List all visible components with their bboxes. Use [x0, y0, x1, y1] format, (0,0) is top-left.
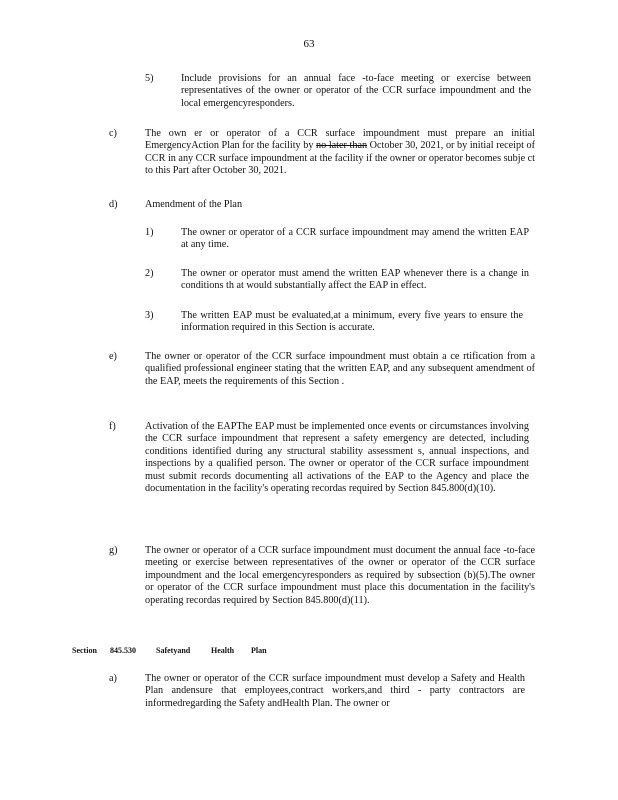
- section-word: Section: [72, 646, 97, 655]
- item-heading: Amendment of the Plan: [145, 199, 243, 210]
- item-text: The written EAP must be evaluated,at a minimum, every five years to ensure the information required in this Section is accurate.: [181, 310, 523, 334]
- section-title-part: Safetyand: [156, 646, 191, 655]
- item-label: 1): [145, 227, 154, 238]
- item-label: 2): [145, 268, 154, 279]
- item-label: 3): [145, 310, 154, 321]
- item-text: The owner or operator of the CCR surface impoundment must develop a Safety and Health Plan andensure that employees,contract workers,and third - party contractors are informedregarding the Safety andHealth Plan. The owner or: [145, 673, 525, 709]
- item-text: The owner or operator of a CCR surface impoundment must document the annual face -to-face meeting or exercise between representatives of the owner or operator of the CCR surface impoundment and the local emergencyresponders as required by subsection (b)(5).The owner or operator of the CCR surface impoundment must place this documentation in the facility's operating recordas required by Section 845.800(d)(11).: [145, 545, 535, 606]
- section-title-part: Health: [211, 646, 235, 655]
- text-after: October 30, 2021, or by initial receipt of CCR in any CCR surface impoundment at the facility if the owner or operator becomes subje ct to this Part after October 30, 2021.: [145, 140, 536, 177]
- item-label: c): [109, 128, 117, 139]
- item-label: e): [109, 351, 117, 362]
- item-label: g): [109, 545, 118, 556]
- text-before: The own er or operator of a CCR surface impoundment must prepare an initial EmergencyAction Plan for the facility by: [145, 128, 535, 152]
- item-text: The owner or operator must amend the written EAP whenever there is a change in conditions th at would substantially affect the EAP in effect.: [181, 268, 529, 292]
- item-label: 5): [145, 73, 154, 84]
- item-label: a): [109, 673, 117, 684]
- item-label: d): [109, 199, 118, 210]
- page-number: 63: [303, 38, 315, 50]
- section-heading: [72, 645, 267, 657]
- item-label: f): [109, 421, 116, 432]
- item-text: Include provisions for an annual face -to-face meeting or exercise between representatives of the owner or operator of the CCR surface impoundment and the local emergencyresponders.: [181, 73, 531, 109]
- struck-text: no later than: [316, 140, 368, 152]
- item-text: [145, 128, 535, 178]
- item-text: The owner or operator of the CCR surface impoundment must obtain a ce rtification from a qualified professional engineer stating that the written EAP, and any subsequent amendment of the EAP, meets the requirements of this Section .: [145, 351, 535, 387]
- item-text: The owner or operator of a CCR surface impoundment may amend the written EAP at any time.: [181, 227, 529, 251]
- section-number: 845.530: [110, 646, 136, 655]
- section-title-part: Plan: [251, 646, 267, 655]
- item-text: Activation of the EAPThe EAP must be implemented once events or circumstances involving the CCR surface impoundment that represent a safety emergency are detected, including conditions identified during any structural stability assessment s, annual inspections, and inspections by a qualified person. The owner or operator of the CCR surface impoundment must submit records documenting all activations of the EAP to the Agency and place the documentation in the facility's operating recordas required by Section 845.800(d)(10).: [145, 421, 529, 495]
